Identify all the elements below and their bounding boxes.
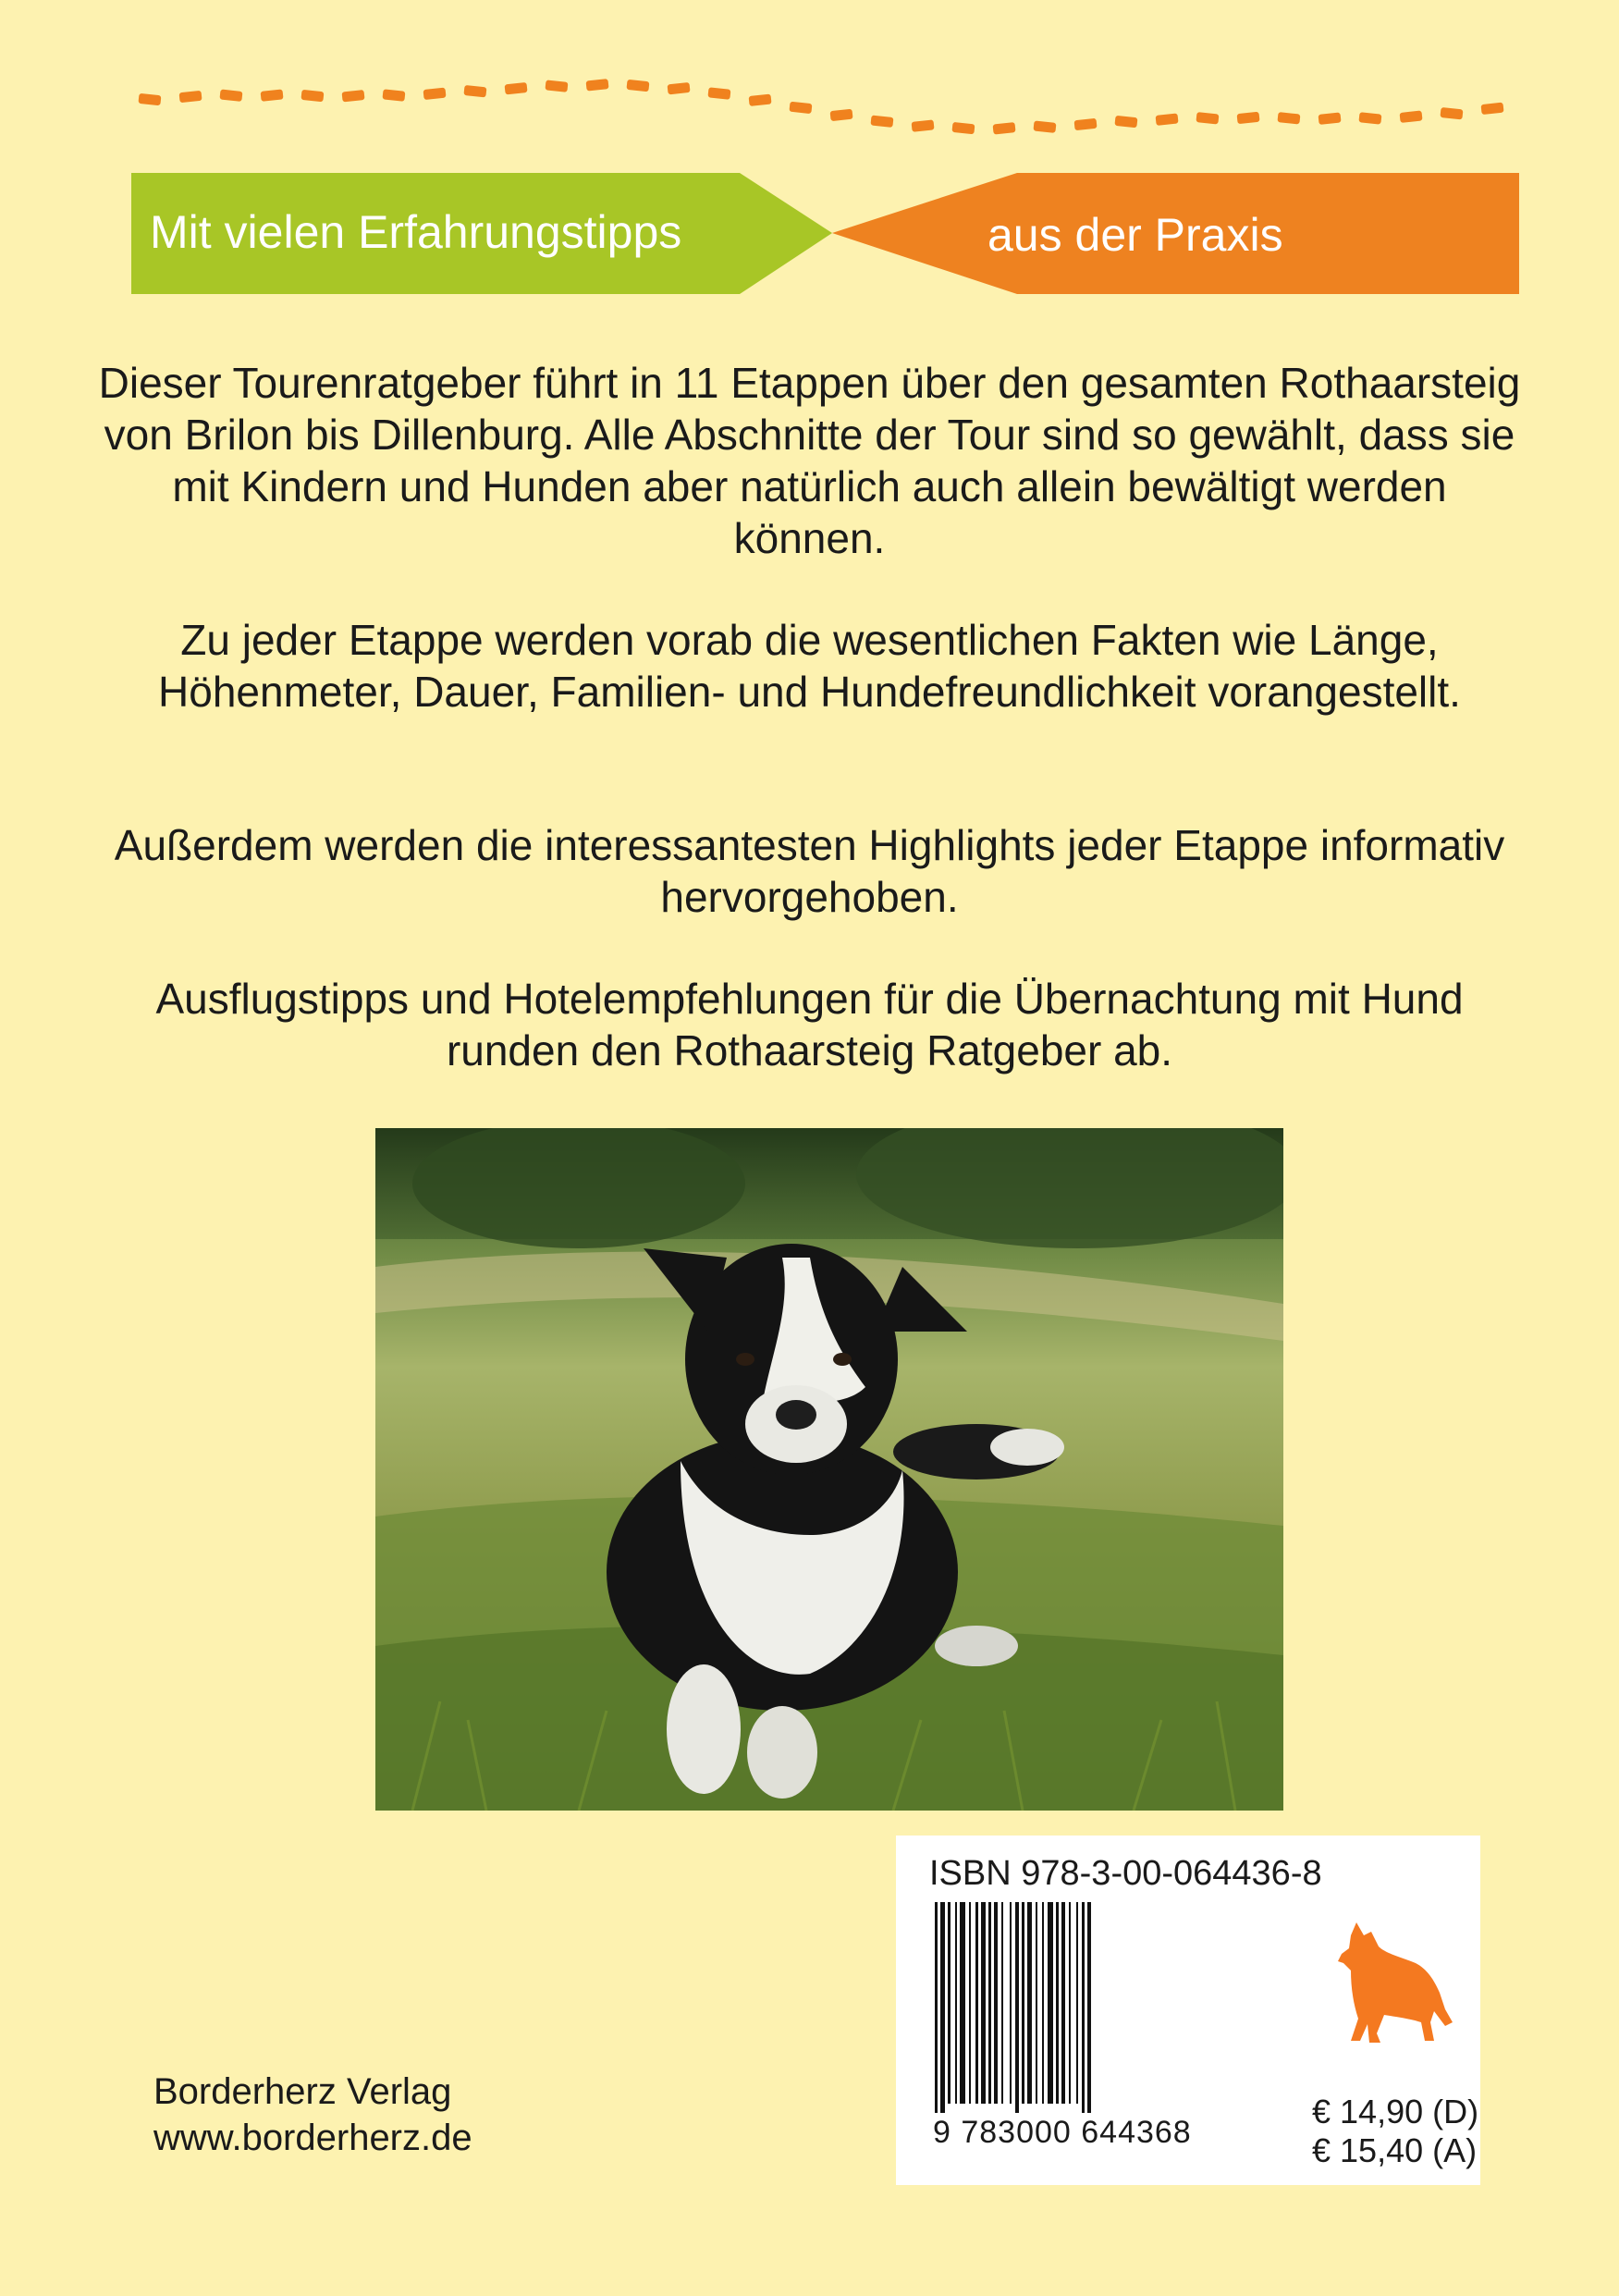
barcode-bar — [1087, 1902, 1091, 2113]
barcode-bar — [1082, 1902, 1085, 2113]
barcode-bar — [994, 1902, 998, 2104]
price-germany: € 14,90 (D) — [1312, 2093, 1479, 2130]
barcode-bar — [1076, 1902, 1078, 2104]
barcode-bar — [975, 1902, 978, 2104]
isbn-label: ISBN 978-3-00-064436-8 — [929, 1854, 1322, 1893]
barcode-bar — [960, 1902, 965, 2104]
price-austria: € 15,40 (A) — [1312, 2131, 1478, 2169]
barcode-digits: 9 783000 644368 — [933, 2115, 1192, 2150]
barcode-bar — [1056, 1902, 1059, 2104]
wolf-silhouette-icon — [1331, 1919, 1460, 2048]
description-paragraph: Dieser Tourenratgeber führt in 11 Etappen über den gesamten Rothaarsteig von Brilon bis Dillenburg. Alle Abschnitte der Tour sind so gewählt, dass sie mit Kindern und Hunden aber natürlich auch allein bewältigt werden können. — [98, 359, 1521, 562]
barcode-bar — [1022, 1902, 1024, 2104]
banner-right-text: aus der Praxis — [987, 209, 1283, 261]
dog-photo — [375, 1128, 1283, 1811]
barcode-bar — [948, 1902, 951, 2104]
banner — [0, 0, 1619, 314]
barcode-bar — [1042, 1902, 1044, 2104]
barcode-bar — [935, 1902, 938, 2113]
barcode-bar — [1036, 1902, 1037, 2104]
publisher-name: Borderherz Verlag — [153, 2071, 452, 2112]
description-paragraph: Ausflugstipps und Hotelempfehlungen für die Übernachtung mit Hund runden den Rothaarsteig Ratgeber ab. — [155, 975, 1464, 1074]
description-paragraph: Außerdem werden die interessantesten Highlights jeder Etappe informativ hervorgehoben. — [114, 821, 1505, 921]
barcode-bar — [981, 1902, 986, 2104]
banner-left-text: Mit vielen Erfahrungstipps — [150, 206, 682, 258]
description-paragraph: Zu jeder Etappe werden vorab die wesentlichen Fakten wie Länge, Höhenmeter, Dauer, Familien- und Hundefreundlichkeit vorangestellt. — [158, 616, 1461, 716]
publisher-url[interactable]: www.borderherz.de — [153, 2118, 472, 2158]
barcode-bar — [1001, 1902, 1003, 2104]
barcode-bar — [940, 1902, 945, 2113]
barcode-bar — [988, 1902, 991, 2104]
barcode-bar — [1015, 1902, 1019, 2113]
barcode-bar — [1027, 1902, 1032, 2104]
barcode-bar — [1061, 1902, 1065, 2104]
isbn-box — [896, 1836, 1480, 2185]
barcode-bar — [1048, 1902, 1053, 2104]
barcode-bar — [955, 1902, 957, 2104]
barcode — [935, 1902, 1212, 2115]
barcode-bar — [969, 1902, 971, 2104]
barcode-bar — [1069, 1902, 1071, 2104]
barcode-bar — [1010, 1902, 1012, 2104]
